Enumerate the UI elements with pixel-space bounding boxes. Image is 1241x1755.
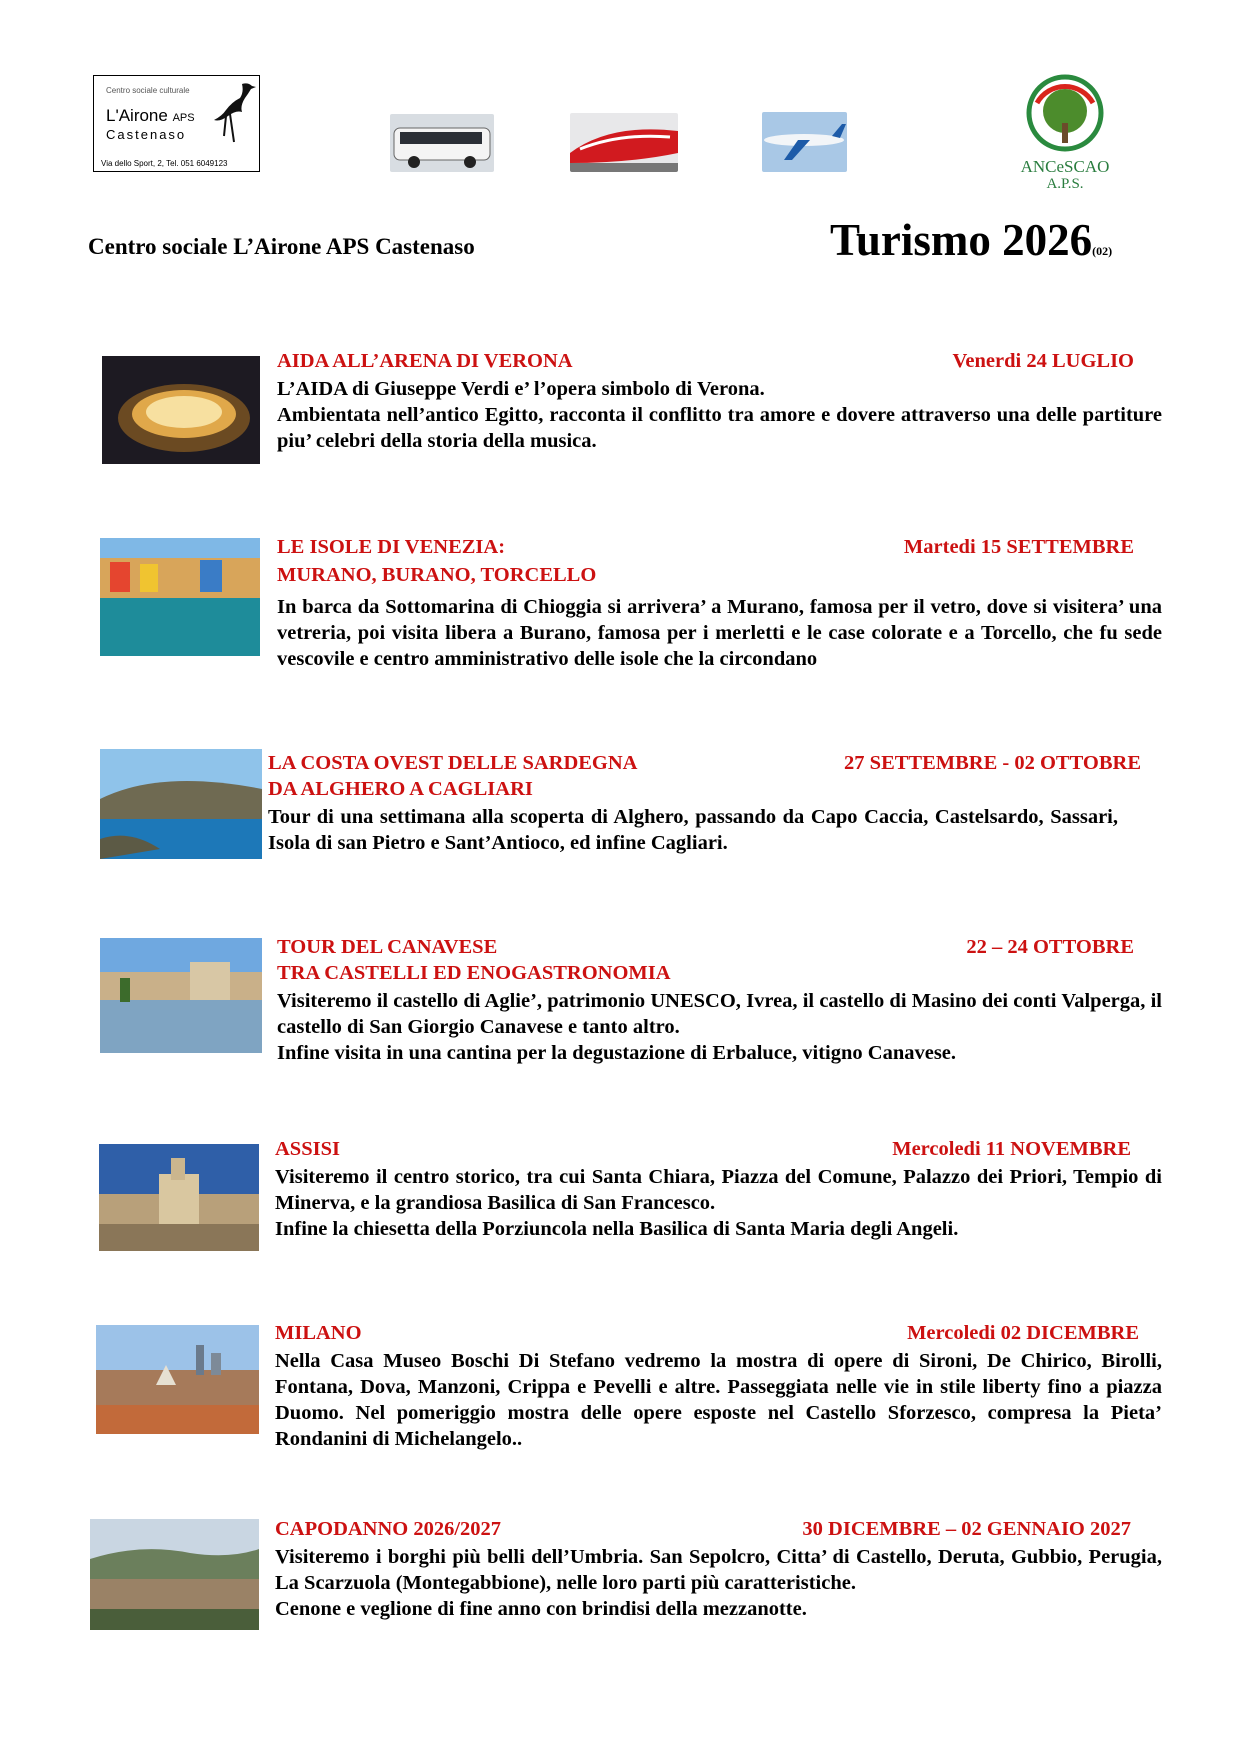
logo-address: Via dello Sport, 2, Tel. 051 6049123 (101, 159, 228, 168)
event-description: Visiteremo il centro storico, tra cui Santa Chiara, Piazza del Comune, Palazzo dei Priori, Tempio di Minerva, e la grandiosa Basilica di San Francesco. Infine la chiesetta della Porziuncola nella Basilica di Santa Maria degli Angeli. (275, 1166, 1162, 1240)
event-date: Venerdi 24 LUGLIO (952, 350, 1134, 372)
airone-logo (93, 75, 260, 172)
tree-icon (1025, 73, 1105, 155)
event-date: 27 SETTEMBRE - 02 OTTOBRE (844, 752, 1141, 774)
event-description: Visiteremo i borghi più belli dell’Umbria. San Sepolcro, Citta’ di Castello, Deruta, Gubbio, Perugia, La Scarzuola (Montegabbione), nelle loro parti più caratteristiche. Cenone e veglione di fine anno con brindisi della mezzanotte. (275, 1546, 1162, 1620)
event-image-sardegna (100, 749, 262, 859)
logo-small-text: Centro sociale culturale (106, 86, 190, 95)
event-date: Mercoledi 02 DICEMBRE (907, 1322, 1139, 1344)
logo-town: Castenaso (106, 127, 187, 142)
heron-icon (212, 80, 256, 150)
event-date: Martedi 15 SETTEMBRE (903, 536, 1134, 558)
event-description: Nella Casa Museo Boschi Di Stefano vedremo la mostra di opere di Sironi, De Chirico, Birolli, Fontana, Dova, Manzoni, Crippa e Pevelli e altre. Passeggiata nelle vie in stile liberty fino a piazza Duomo. Nel pomeriggio mostra delle opere esposte nel Castello Sforzesco, compresa la Pieta’ Rondanini di Michelangelo.. (275, 1350, 1162, 1450)
event-subtitle: MURANO, BURANO, TORCELLO (277, 564, 597, 586)
ancescao-logo (1010, 73, 1120, 203)
event-title: ASSISI (275, 1138, 340, 1160)
event-date: 30 DICEMBRE – 02 GENNAIO 2027 (802, 1518, 1131, 1540)
event-description: Visiteremo il castello di Aglie’, patrimonio UNESCO, Ivrea, il castello di Masino dei conti Valperga, il castello di San Giorgio Canavese e tanto altro. Infine visita in una cantina per la degustazione di Erbaluce, vitigno Canavese. (277, 990, 1162, 1064)
event-date: 22 – 24 OTTOBRE (966, 936, 1134, 958)
event-image-milano (96, 1325, 259, 1434)
event-image-venezia (100, 538, 260, 656)
event-title: CAPODANNO 2026/2027 (275, 1518, 502, 1540)
event-image-assisi (99, 1144, 259, 1251)
event-image-canavese (100, 938, 262, 1053)
event-subtitle: TRA CASTELLI ED ENOGASTRONOMIA (277, 962, 671, 984)
organization-title: Centro sociale L’Airone APS Castenaso (88, 234, 475, 259)
event-image-verona (102, 356, 260, 464)
page-title: Turismo 2026(02) (830, 215, 1113, 265)
event-title: LA COSTA OVEST DELLE SARDEGNA (268, 752, 638, 774)
bus-image (390, 114, 494, 172)
event-title: LE ISOLE DI VENEZIA: (277, 536, 506, 558)
event-date: Mercoledi 11 NOVEMBRE (892, 1138, 1131, 1160)
event-title: MILANO (275, 1322, 362, 1344)
ancescao-name: ANCeSCAO (1020, 157, 1110, 176)
event-description: In barca da Sottomarina di Chioggia si arrivera’ a Murano, famosa per il vetro, dove si visitera’ una vetreria, poi visita libera a Burano, famosa per i merletti e le case colorate e a Torcello, che fu sede vescovile e centro amministrativo delle isole che la circondano (277, 596, 1162, 670)
event-image-umbria (90, 1519, 259, 1630)
event-title: TOUR DEL CANAVESE (277, 936, 498, 958)
logo-name: L'Airone APS (106, 106, 195, 125)
plane-image (762, 112, 847, 172)
event-subtitle: DA ALGHERO A CAGLIARI (268, 778, 533, 800)
event-title: AIDA ALL’ARENA DI VERONA (277, 350, 573, 372)
train-image (570, 113, 678, 172)
ancescao-suffix: A.P.S. (1046, 176, 1084, 192)
event-description: Tour di una settimana alla scoperta di Alghero, passando da Capo Caccia, Castelsardo, Sassari, Isola di san Pietro e Sant’Antioco, ed infine Cagliari. (268, 806, 1118, 854)
event-description: L’AIDA di Giuseppe Verdi e’ l’opera simbolo di Verona. Ambientata nell’antico Egitto, racconta il conflitto tra amore e dovere attraverso una delle partiture piu’ celebri della storia della musica. (277, 378, 1162, 452)
